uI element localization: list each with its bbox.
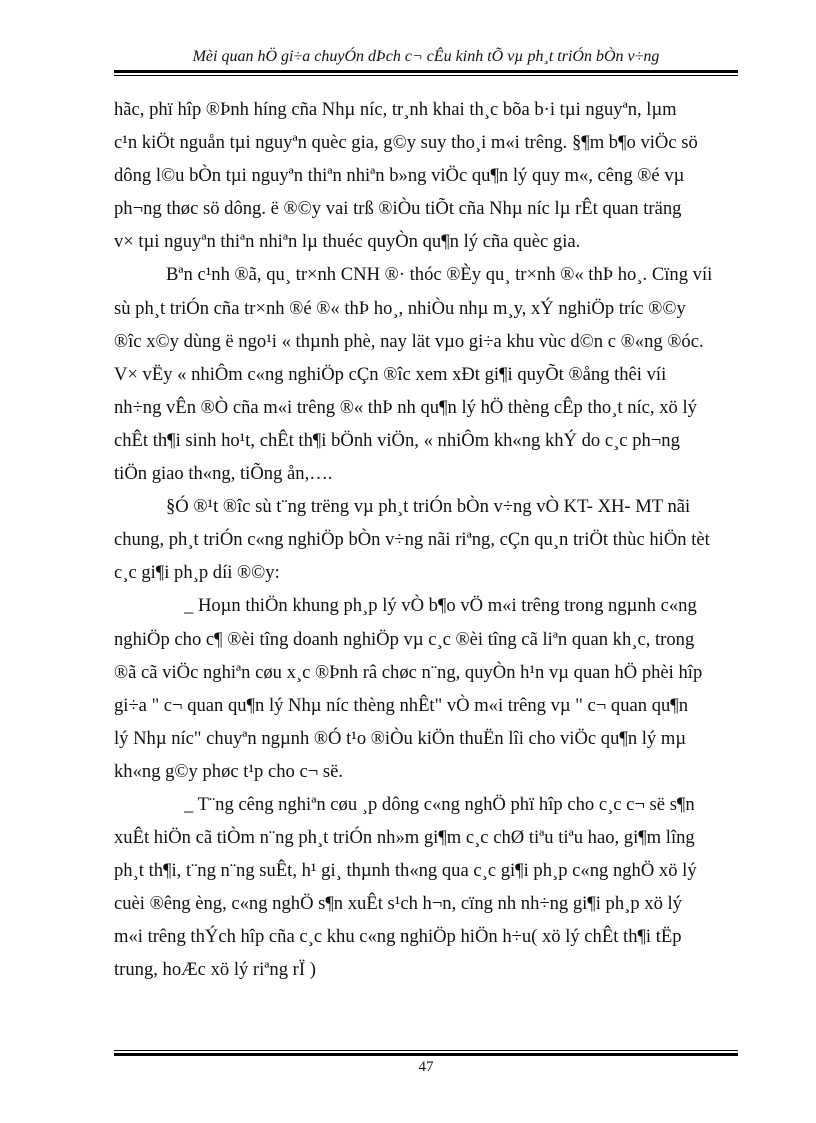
text-line: chÊt th¶i sinh ho¹t, chÊt th¶i bÖnh viÖn, « nhiÔm kh«ng khÝ do c¸c ph¬ng [114,429,680,451]
text-line: ®ã cã viÖc nghiªn cøu x¸c ®Þnh râ chøc n¨ng, quyÒn h¹n vµ quan hÖ phèi hîp [114,661,703,683]
text-line: hãc, phï hîp ®Þnh híng cña Nhµ níc, tr¸nh khai th¸c bõa b·i tµi nguyªn, lµm [114,99,677,120]
page-header-title: Mèi quan hÖ gi÷a chuyÓn dÞch c¬ cÊu kinh tÕ vµ ph¸t triÓn bÒn v÷ng [192,48,660,65]
text-line: _ Hoµn thiÖn khung ph¸p lý vÒ b¶o vÖ m«i trêng trong ngµnh c«ng [184,595,697,617]
paragraph [114,258,738,490]
text-line: sù ph¸t triÓn cña tr×nh ®é ®« thÞ ho¸, nhiÒu nhµ m¸y, xÝ nghiÖp tríc ®©y [114,297,686,319]
text-line: ph¬ng thøc sö dông. ë ®©y vai trß ®iÒu tiÕt cña Nhµ níc lµ rÊt quan träng [114,198,682,220]
text-line: Bªn c¹nh ®ã, qu¸ tr×nh CNH ®· thóc ®Èy qu¸ tr×nh ®« thÞ ho¸. Cïng víi [166,264,713,286]
text-line: xuÊt hiÖn cã tiÒm n¨ng ph¸t triÓn nh»m gi¶m c¸c chØ tiªu tiªu hao, gi¶m lîng [114,827,695,849]
paragraph [114,93,738,258]
text-line: gi÷a " c¬ quan qu¶n lý Nhµ níc thèng nhÊt" vÒ m«i trêng vµ " c¬ quan qu¶n [114,694,689,716]
text-line: nh÷ng vÊn ®Ò cña m«i trêng ®« thÞ nh qu¶n lý hÖ thèng cÊp tho¸t níc, xö lý [114,396,697,418]
text-line: v× tµi nguyªn thiªn nhiªn lµ thuéc quyÒn qu¶n lý cña quèc gia. [114,231,581,253]
paragraph [114,589,738,788]
text-line: tiÖn giao th«ng, tiÕng ån,…. [114,463,333,485]
footer-divider [114,1050,738,1056]
text-line: m«i trêng thÝch hîp cña c¸c khu c«ng nghiÖp hiÖn h÷u( xö lý chÊt th¶i tËp [114,926,682,948]
text-line: dông l©u bÒn tµi nguyªn thiªn nhiªn b»ng viÖc qu¶n lý quy m«, cêng ®é vµ [114,165,685,187]
text-line: kh«ng g©y phøc t¹p cho c¬ së. [114,760,343,782]
text-line: c¹n kiÖt nguån tµi nguyªn quèc gia, g©y suy tho¸i m«i trêng. §¶m b¶o viÖc sö [114,132,698,154]
text-line: ®îc x©y dùng ë ngo¹i « thµnh phè, nay lät vµo gi÷a khu vùc d©n c ®«ng ®óc. [114,330,704,352]
text-line: lý Nhµ níc" chuyªn ngµnh ®Ó t¹o ®iÒu kiÖn thuËn lîi cho viÖc qu¶n lý mµ [114,727,687,749]
paragraph [114,490,738,589]
text-line: V× vËy « nhiÔm c«ng nghiÖp cÇn ®îc xem xÐt gi¶i quyÕt ®ång thêi víi [114,363,667,385]
header-divider [114,70,738,76]
text-line: nghiÖp cho c¶ ®èi tîng doanh nghiÖp vµ c¸c ®èi tîng cã liªn quan kh¸c, trong [114,628,695,650]
paragraph [114,788,738,987]
text-line: cuèi ®êng èng, c«ng nghÖ s¶n xuÊt s¹ch h¬n, cïng nh nh÷ng gi¶i ph¸p xö lý [114,893,682,915]
document-body [114,93,738,987]
text-line: _ T¨ng cêng nghiªn cøu ¸p dông c«ng nghÖ phï hîp cho c¸c c¬ së s¶n [184,793,695,815]
text-line: chung, ph¸t triÓn c«ng nghiÖp bÒn v÷ng nãi riªng, cÇn qu¸n triÖt thùc hiÖn tèt [114,529,710,551]
text-line: trung, hoÆc xö lý riªng rÏ ) [114,959,316,981]
page-number: 47 [418,1059,434,1075]
text-line: c¸c gi¶i ph¸p díi ®©y: [114,562,280,584]
text-line: §Ó ®¹t ®îc sù t¨ng trëng vµ ph¸t triÓn bÒn v÷ng vÒ KT- XH- MT nãi [166,496,691,518]
text-line: ph¸t th¶i, t¨ng n¨ng suÊt, h¹ gi¸ thµnh th«ng qua c¸c gi¶i ph¸p c«ng nghÖ xö lý [114,860,697,882]
